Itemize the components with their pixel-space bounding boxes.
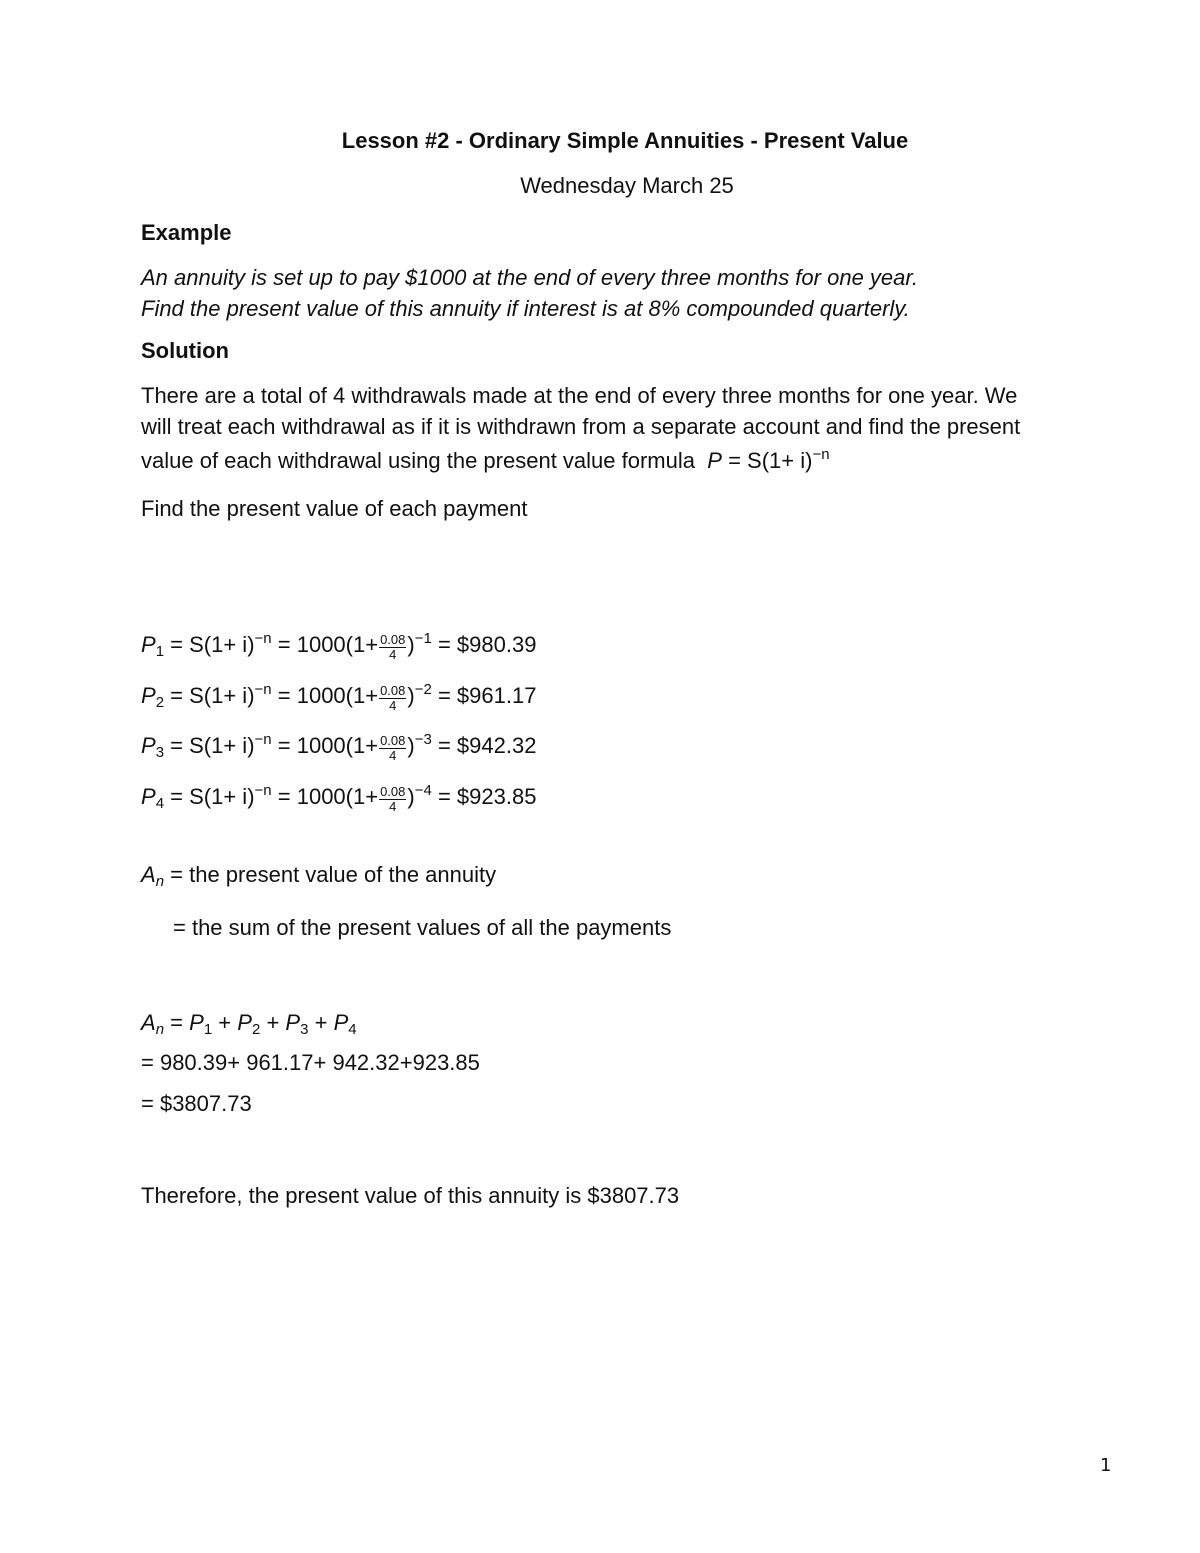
- payment-subscript: 4: [348, 1021, 357, 1038]
- annuity-definition: [141, 862, 496, 888]
- rate-denominator: 4: [389, 698, 397, 713]
- formula-exponent: −n: [812, 446, 830, 463]
- rate-denominator: 4: [389, 799, 397, 814]
- payment-subscript: 2: [251, 1021, 261, 1038]
- payment-formula: = S(1+ i): [170, 632, 255, 657]
- payment-formula: = S(1+ i): [170, 784, 255, 809]
- period-exponent: −4: [414, 782, 432, 799]
- period-exponent: −2: [414, 681, 432, 698]
- annuity-symbol: A: [141, 862, 156, 887]
- rate-numerator: 0.08: [380, 733, 406, 748]
- payment-calculation: = 1000(1+: [277, 632, 379, 657]
- payment-calculation: = 1000(1+: [277, 733, 379, 758]
- formula-equals: =: [728, 448, 741, 473]
- payment-equation: [141, 632, 536, 662]
- solution-line-3: [141, 445, 830, 477]
- period-exponent: −3: [414, 731, 432, 748]
- rate-denominator: 4: [389, 647, 397, 662]
- annuity-symbol: A: [141, 1010, 156, 1035]
- payment-subscript: 3: [155, 744, 165, 761]
- formula-lhs: P: [707, 448, 722, 473]
- annuity-definition-text: = the present value of the annuity: [170, 862, 497, 887]
- plus-sign: +: [218, 1010, 232, 1035]
- payment-formula: = S(1+ i): [170, 733, 255, 758]
- example-line-2: Find the present value of this annuity if interest is at 8% compounded quarterly.: [141, 296, 910, 321]
- payment-equation: [141, 784, 536, 814]
- rate-fraction: [379, 684, 406, 713]
- payment-formula-exponent: −n: [254, 731, 272, 748]
- conclusion-text: Therefore, the present value of this annuity is $3807.73: [141, 1183, 680, 1208]
- sum-values-line: = 980.39+ 961.17+ 942.32+923.85: [141, 1050, 480, 1075]
- annuity-subscript: n: [155, 873, 165, 890]
- payment-symbol: P: [141, 733, 156, 758]
- rate-fraction: [379, 633, 406, 662]
- payment-formula-exponent: −n: [254, 630, 272, 647]
- payment-subscript: 3: [300, 1021, 309, 1038]
- closing-paren: ): [407, 784, 415, 809]
- rate-numerator: 0.08: [380, 784, 406, 799]
- payment-symbol: P: [189, 1010, 204, 1035]
- payment-equation: [141, 683, 536, 713]
- payment-calculation: = 1000(1+: [277, 784, 379, 809]
- payment-symbol: P: [333, 1010, 349, 1035]
- payment-symbol: P: [237, 1010, 252, 1035]
- payment-calculation: = 1000(1+: [277, 683, 379, 708]
- closing-paren: ): [407, 733, 415, 758]
- annuity-subscript: n: [155, 1021, 165, 1038]
- example-heading: Example: [141, 220, 232, 245]
- plus-sign: +: [314, 1010, 328, 1035]
- rate-fraction: [379, 785, 406, 814]
- payment-symbol: P: [141, 632, 156, 657]
- payment-equation: [141, 733, 536, 763]
- plus-sign: +: [266, 1010, 280, 1035]
- sum-equals: =: [170, 1010, 184, 1035]
- payment-result: = $942.32: [437, 733, 537, 758]
- lesson-date: Wednesday March 25: [520, 173, 734, 198]
- rate-numerator: 0.08: [380, 632, 406, 647]
- payment-symbol: P: [141, 784, 156, 809]
- payment-formula-exponent: −n: [254, 782, 272, 799]
- period-exponent: −1: [414, 630, 432, 647]
- payment-symbol: P: [285, 1010, 301, 1035]
- payment-subscript: 2: [155, 694, 165, 711]
- solution-line-3-text: value of each withdrawal using the present value formula: [141, 448, 695, 473]
- closing-paren: ): [407, 683, 415, 708]
- page-title: Lesson #2 - Ordinary Simple Annuities - Present Value: [341, 128, 909, 153]
- payment-subscript: 4: [155, 795, 165, 812]
- sum-result-line: = $3807.73: [141, 1091, 252, 1116]
- payment-result: = $980.39: [437, 632, 537, 657]
- payment-symbol: P: [141, 683, 156, 708]
- annuity-sum-definition: = the sum of the present values of all the payments: [173, 915, 672, 940]
- payment-result: = $961.17: [437, 683, 537, 708]
- closing-paren: ): [407, 632, 415, 657]
- payment-result: = $923.85: [437, 784, 537, 809]
- annuity-sum-equation: [141, 1010, 357, 1036]
- payment-subscript: 1: [155, 643, 165, 660]
- solution-line-1: There are a total of 4 withdrawals made at the end of every three months for one year. We: [141, 383, 1018, 408]
- solution-heading: Solution: [141, 338, 229, 363]
- solution-line-2: will treat each withdrawal as if it is withdrawn from a separate account and find the present: [141, 414, 1021, 439]
- present-value-formula: [701, 448, 829, 473]
- find-present-value-text: Find the present value of each payment: [141, 496, 528, 521]
- payment-formula-exponent: −n: [254, 681, 272, 698]
- rate-numerator: 0.08: [380, 683, 406, 698]
- payment-formula: = S(1+ i): [170, 683, 255, 708]
- example-line-1: An annuity is set up to pay $1000 at the end of every three months for one year.: [141, 265, 919, 290]
- page-number: 1: [1100, 1455, 1112, 1476]
- payment-subscript: 1: [203, 1021, 213, 1038]
- formula-rhs: S(1+ i): [747, 448, 813, 473]
- rate-denominator: 4: [389, 748, 397, 763]
- rate-fraction: [379, 734, 406, 763]
